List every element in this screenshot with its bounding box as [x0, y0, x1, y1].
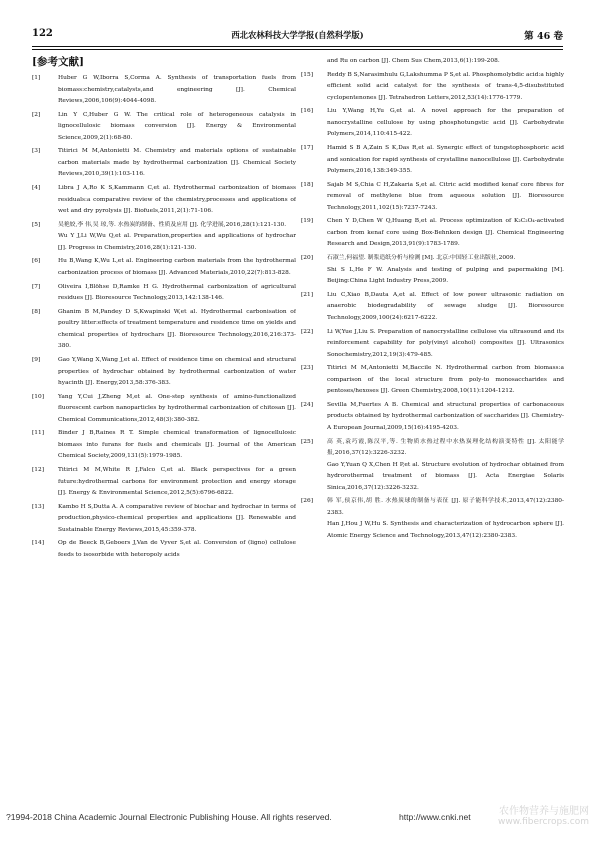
- reference-number: [19]: [301, 218, 313, 225]
- reference-text: Hu B,Wang K,Wu L,et al. Engineering carbon materials from the hydrothermal carbonization process of biomass [J]. Advanced Materials,2010,22(7):813-828.: [58, 258, 296, 276]
- references-heading: [参考文献]: [32, 56, 84, 68]
- reference-item: [32, 220, 296, 255]
- reference-item: [32, 256, 296, 279]
- reference-text: 石淑兰,何福望. 制浆造纸分析与检测 [M]. 北京:中国轻工业出版社,2009.: [327, 255, 516, 262]
- reference-translation: Han J,Hou J W,Hu S. Synthesis and characterization of hydrocarbon sphere [J]. Atomic Energy Science and Technology,2013,47(12):2380-2383.: [327, 521, 564, 539]
- reference-text: Li W,Yue J,Liu S. Preparation of nanocrystalline cellulose via ultrasound and its reinforcement capability for poly(vinyl alcohol) composites [J]. Ultrasonics Sonochemistry,2012,19(3):479-485.: [327, 328, 564, 358]
- reference-number: [7]: [32, 283, 41, 290]
- reference-item: [32, 183, 296, 218]
- reference-text: Liu C,Xiao B,Dauta A,et al. Effect of low power ultrasonic radiation on anaerobic biodegradability of sewage sludge [J]. Bioresource Technology,2009,100(24):6217-6222.: [327, 291, 564, 321]
- reference-item: [32, 110, 296, 145]
- reference-item: [301, 180, 564, 215]
- reference-text: 高 英,袁巧霞,陈汉平,等. 生物质水热过程中水热炭理化结构演变特性 [J]. 太阳能学报,2016,37(12):3226-3232.: [327, 438, 564, 457]
- reference-text: 韩 军,侯京伟,胡 胜. 水热炭球的制备与表征 [J]. 原子能科学技术,2013,47(12):2380-2383.: [327, 498, 564, 516]
- reference-number: [26]: [301, 498, 313, 505]
- reference-translation: Shi S L,He F W. Analysis and testing of pulping and papermaking [M]. Beijing:China Light Industry Press,2009.: [327, 266, 564, 285]
- reference-number: [21]: [301, 291, 313, 298]
- reference-text: Liu Y,Wang H,Yu G,et al. A novel approach for the preparation of nanocrystalline cellulose by using phosphotungstic acid [J]. Carbohydrate Polymers,2014,110:415-422.: [327, 108, 564, 138]
- reference-item: [32, 146, 296, 181]
- reference-item: [32, 538, 296, 561]
- reference-text: Lin Y C,Huber G W. The critical role of heterogeneous catalysis in lignocellulosic biomass conversion [J]. Energy & Environmental Science,2009,2(1):68-80.: [58, 111, 296, 141]
- reference-item: [301, 216, 564, 251]
- reference-text: Binder J B,Raines R T. Simple chemical transformation of lignocellulosic biomass into furans for fuels and chemicals [J]. Journal of the American Chemical Society,2009,131(5):1979-1985.: [58, 430, 296, 460]
- reference-number: [22]: [301, 328, 313, 335]
- header-rule-thin: [32, 49, 563, 50]
- reference-number: [25]: [301, 438, 313, 445]
- reference-translation: Wu Y J,Li W,Wu Q,et al. Preparation,properties and applications of hydrochar [J]. Progress in Chemistry,2016,28(1):121-130.: [58, 233, 296, 251]
- reference-number: [3]: [32, 148, 41, 155]
- reference-number: [16]: [301, 108, 313, 115]
- reference-text: Op de Beeck B,Geboers J,Van de Vyver S,et al. Conversion of (ligno) cellulose feeds to isosorbide with heteropoly acids: [58, 540, 296, 558]
- reference-text: Oliveira I,Blöhse D,Ramke H G. Hydrothermal carbonization of agricultural residues [J]. Bioresource Technology,2013,142:138-146.: [58, 283, 296, 302]
- reference-number: [10]: [32, 393, 44, 400]
- reference-number: [6]: [32, 258, 41, 265]
- reference-item: [32, 465, 296, 500]
- right-column: [301, 56, 564, 804]
- reference-item: [32, 355, 296, 390]
- reference-text: Ghanim B M,Pandey D S,Kwapinski W,et al. Hydrothermal carbonisation of poultry litter:effects of treatment temperature and residence time on yields and chemical properties of hydrochars [J]. Bioresource Technology,2016,216:373-380.: [58, 308, 296, 350]
- reference-number: [9]: [32, 357, 41, 363]
- volume-label: 第 46 卷: [524, 31, 563, 42]
- reference-text: Titirici M M,Antonietti M,Baccile N. Hydrothermal carbon from biomass:a comparison of the local structure from poly-to monosaccharides and pentoses/hexoses [J]. Green Chemistry,2008,10(11):1204-1212.: [327, 365, 564, 395]
- reference-number: [4]: [32, 185, 41, 192]
- reference-number: [15]: [301, 71, 313, 78]
- reference-item: [301, 290, 564, 325]
- reference-text: Huber G W,Iborra S,Corma A. Synthesis of transportation fuels from biomass:chemistry,catalysts,and engineering [J]. Chemical Reviews,2006,106(9):4044-4098.: [58, 75, 296, 104]
- reference-number: [18]: [301, 181, 313, 188]
- reference-item: [32, 307, 296, 353]
- reference-text: Titirici M M,Antonietti M. Chemistry and materials options of sustainable carbon materials made by hydrothermal carbonization [J]. Chemical Society Reviews,2010,39(1):103-116.: [58, 148, 296, 178]
- reference-item: [301, 70, 564, 105]
- reference-number: [8]: [32, 308, 41, 315]
- reference-item: [301, 437, 564, 495]
- reference-item: [301, 400, 564, 435]
- reference-item: [301, 106, 564, 141]
- footer-url-link[interactable]: http://www.cnki.net: [399, 812, 471, 822]
- page-header: [32, 28, 563, 46]
- reference-number: [2]: [32, 111, 41, 118]
- copyright-notice: ?1994-2018 China Academic Journal Electronic Publishing House. All rights reserved.: [6, 812, 332, 822]
- watermark: [498, 806, 589, 828]
- reference-list-left: [32, 73, 296, 561]
- reference-number: [14]: [32, 540, 44, 547]
- reference-translation: Gao Y,Yuan Q X,Chen H P,et al. Structure evolution of hydrochar obtained from hydrorothermal treatment of biomass [J]. Acta Energiae Solaris Sinica,2016,37(12):3226-3232.: [327, 461, 564, 491]
- reference-item: [32, 73, 296, 108]
- reference-number: [17]: [301, 145, 313, 152]
- reference-number: [5]: [32, 221, 41, 228]
- reference-number: [11]: [32, 430, 44, 437]
- reference-list-right: [301, 70, 564, 543]
- header-rule-thick: [32, 46, 563, 47]
- reference-item: [301, 143, 564, 178]
- reference-item: [301, 327, 564, 362]
- reference-item: [301, 496, 564, 542]
- reference-number: [24]: [301, 401, 313, 408]
- reference-text: Kambo H S,Dutta A. A comparative review of biochar and hydrochar in terms of production,physico-chemical properties and applications [J]. Renewable and Sustainable Energy Reviews,2015,45:359-378.: [58, 503, 296, 533]
- reference-text: Yang Y,Cui J,Zheng M,et al. One-step synthesis of amino-functionalized fluorescent carbon nanoparticles by hydrothermal carbonization of chitosan [J]. Chemical Communications,2012,48(3):380-382.: [58, 393, 296, 423]
- watermark-text: 农作物营养与施肥网: [499, 806, 589, 817]
- reference-item: [32, 502, 296, 537]
- reference-text: Chen Y D,Chen W Q,Huang B,et al. Process optimization of K₂C₂O₄-activated carbon from kenaf core using Box-Behnken design [J]. Chemical Engineering Research and Design,2013,91(9):1783-1789.: [327, 218, 564, 248]
- reference-text: Titirici M M,White R J,Falco C,et al. Black perspectives for a green future:hydrothermal carbons for environment protection and energy storage [J]. Energy & Environmental Science,2012,5(5):6796-6822.: [58, 467, 296, 497]
- reference-text: Hamid S B A,Zain S K,Das R,et al. Synergic effect of tungstophosphoric acid and sonication for rapid synthesis of crystalline nanocellulose [J]. Carbohydrate Polymers,2016,138:349-355.: [327, 145, 564, 175]
- reference-item: [32, 428, 296, 463]
- reference-text: Libra J A,Ro K S,Kammann C,et al. Hydrothermal carbonization of biomass residuals:a comparative review of the chemistry,processes and applications of wet and dry pyrolysis [J]. Biofuels,2011,2(1):71-106.: [58, 185, 296, 215]
- watermark-url: www.fibercrops.com: [498, 817, 589, 827]
- reference-number: [20]: [301, 255, 313, 262]
- reference-number: [12]: [32, 467, 44, 474]
- reference-item: [301, 253, 564, 288]
- left-column: [32, 56, 296, 804]
- reference-number: [1]: [32, 75, 41, 81]
- reference-text: Reddy B S,Narasimhulu G,Lakshumma P S,et al. Phosphomolybdic acid:a highly efficient solid acid catalyst for the synthesis of trans-4,5-disubstituted cyclopentenones [J]. Tetrahedron Letters,2012,53(14):1776-1779.: [327, 71, 564, 101]
- reference-item: [301, 363, 564, 398]
- reference-text: 吴艳姣,李 伟,吴 琼,等. 水热炭的制备、性质及应用 [J]. 化学进展,2016,28(1):121-130.: [58, 221, 287, 228]
- reference-item: [32, 392, 296, 427]
- reference-text: Gao Y,Wang X,Wang J,et al. Effect of residence time on chemical and structural properties of hydrochar obtained by hydrothermal carbonization of water hyacinth [J]. Energy,2013,58:376-383.: [58, 357, 296, 386]
- reference-number: [23]: [301, 365, 313, 372]
- journal-title: 西北农林科技大学学报(自然科学版): [231, 30, 364, 40]
- reference-item: [32, 282, 296, 305]
- reference-text: Sajab M S,Chia C H,Zakaria S,et al. Citric acid modified kenaf core fibres for removal of methylene blue from aqueous solution [J]. Bioresource Technology,2011,102(15):7237-7243.: [327, 181, 564, 211]
- reference-text: Sevilla M,Fuertes A B. Chemical and structural properties of carbonaceous products obtained by hydrothermal carbonization of saccharides [J]. Chemistry-A European Journal,2009,15(16):4195-4203.: [327, 401, 564, 431]
- reference-number: [13]: [32, 503, 44, 510]
- page-number: 122: [32, 28, 53, 39]
- reference-continuation: and Ru on carbon [J]. Chem Sus Chem,2013,6(1):199-208.: [327, 58, 500, 64]
